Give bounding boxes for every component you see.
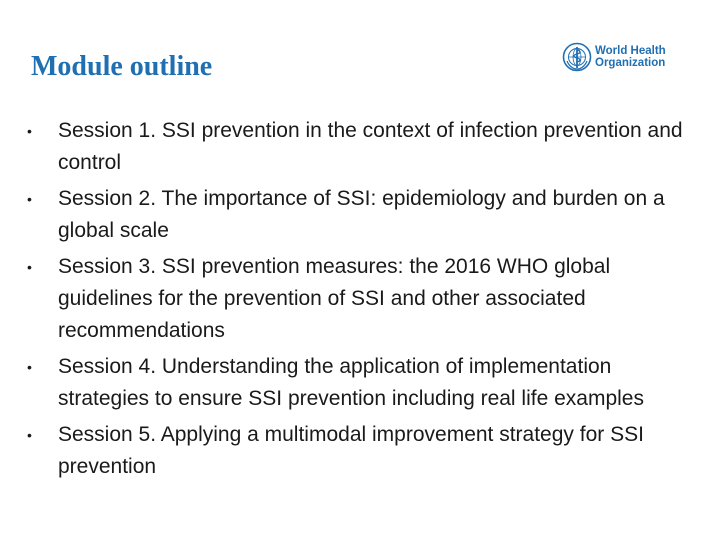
session-text: Session 2. The importance of SSI: epidemiology and burden on a global scale [58,187,665,242]
who-emblem-icon [562,42,592,72]
who-logo [562,40,672,74]
session-text: Session 4. Understanding the application of implementation strategies to ensure SSI prevention including real life examples [58,355,644,410]
list-item [27,251,697,347]
session-text: Session 3. SSI prevention measures: the 2016 WHO global guidelines for the prevention of SSI and other associated recommendations [58,255,611,342]
logo-line-1: World Health [595,45,666,57]
list-item [27,419,697,483]
slide-title: Module outline [31,51,213,82]
who-logo-text [595,45,666,69]
list-item [27,115,697,179]
session-text: Session 5. Applying a multimodal improvement strategy for SSI prevention [58,423,644,478]
bullet: • [27,427,32,443]
session-list [27,115,697,487]
bullet: • [27,259,32,275]
list-item [27,183,697,247]
bullet: • [27,123,32,139]
list-item [27,351,697,415]
session-text: Session 1. SSI prevention in the context of infection prevention and control [58,119,683,174]
bullet: • [27,359,32,375]
bullet: • [27,191,32,207]
logo-line-2: Organization [595,57,666,69]
